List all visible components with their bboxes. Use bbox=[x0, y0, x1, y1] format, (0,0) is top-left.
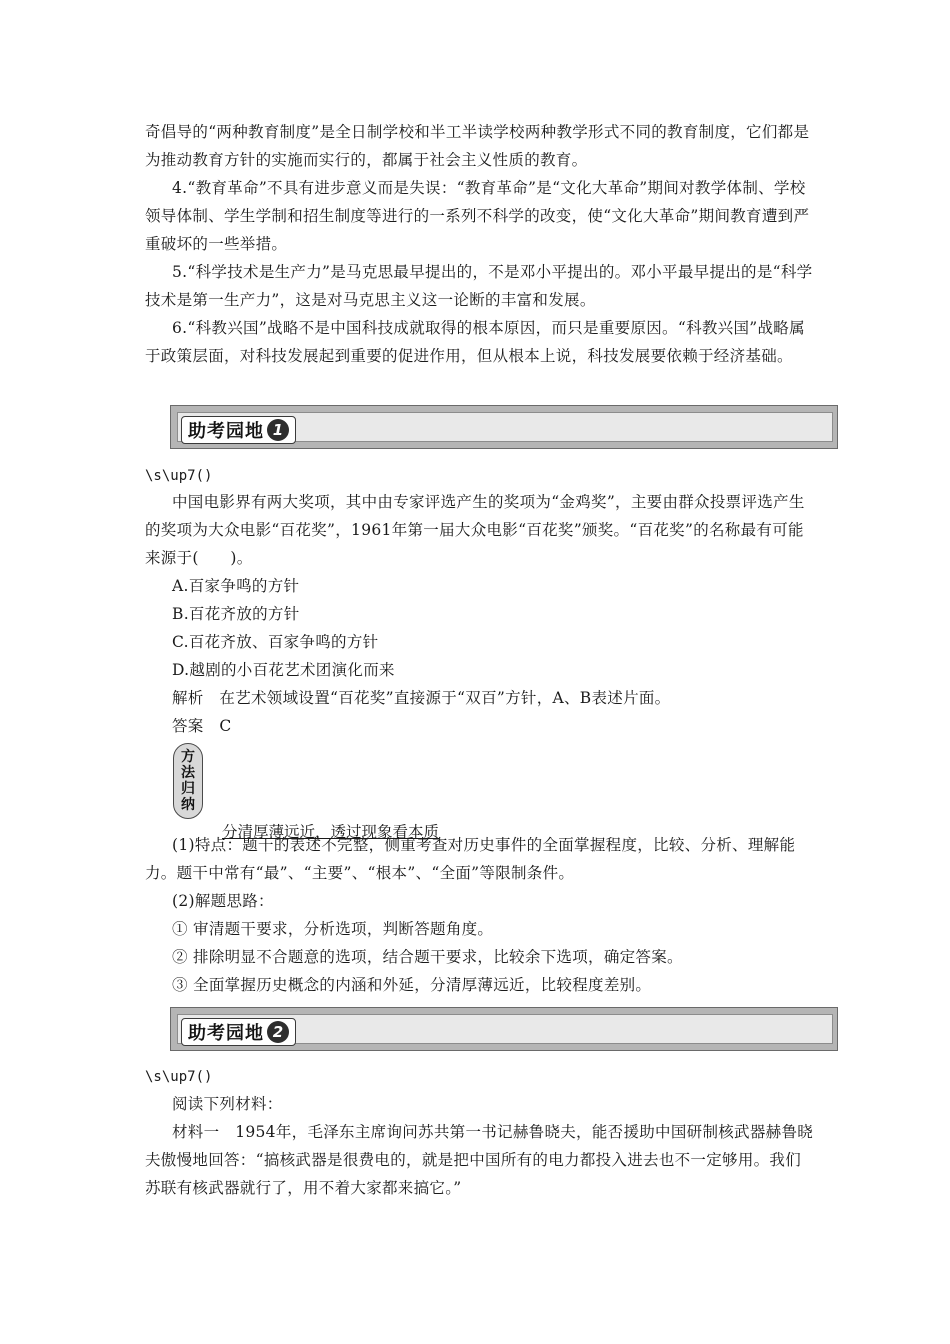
paragraph-continued: 奇倡导的“两种教育制度”是全日制学校和半工半读学校两种教学形式不同的教育制度，它们都是为推动教育方针的实施而实行的，都属于社会主义性质的教育。 bbox=[145, 123, 810, 169]
option-b: B.百花齐放的方针 bbox=[172, 605, 300, 623]
banner-number-badge: 1 bbox=[267, 419, 289, 441]
banner-inner bbox=[177, 412, 833, 442]
question-stem: 中国电影界有两大奖项，其中由专家评选产生的奖项为“金鸡奖”，主要由群众投票评选产生的奖项为大众电影“百花奖”，1961年第一届大众电影“百花奖”颁奖。“百花奖”的名称最有可能来源于( )。 bbox=[145, 493, 805, 567]
method-step-2: ② 排除明显不合题意的选项，结合题干要求，比较余下选项，确定答案。 bbox=[172, 948, 683, 966]
method-step-1: ① 审清题干要求，分析选项，判断答题角度。 bbox=[172, 920, 494, 938]
section-banner-1 bbox=[170, 405, 838, 449]
option-d: D.越剧的小百花艺术团演化而来 bbox=[172, 661, 395, 679]
paragraph-point-4: 4.“教育革命”不具有进步意义而是失误：“教育革命”是“文化大革命”期间对教学体制、学校领导体制、学生学制和招生制度等进行的一系列不科学的改变，使“文化大革命”期间教育遭到严重破坏的一些举措。 bbox=[145, 179, 810, 253]
banner-tab bbox=[181, 1018, 296, 1046]
banner-inner bbox=[177, 1014, 833, 1044]
method-summary-badge bbox=[173, 743, 203, 819]
analysis-text: 解析 在艺术领域设置“百花奖”直接源于“双百”方针，A、B表述片面。 bbox=[172, 689, 671, 707]
answer-text: 答案 C bbox=[172, 717, 232, 735]
method-title: 分清厚薄远近，透过现象看本质 bbox=[222, 822, 440, 841]
banner-title: 助考园地 bbox=[188, 1023, 264, 1044]
badge-char: 法 bbox=[181, 765, 195, 781]
badge-char: 纳 bbox=[181, 797, 195, 813]
reading-intro: 阅读下列材料： bbox=[172, 1095, 283, 1113]
banner-tab bbox=[181, 416, 296, 444]
code-artifact: \s\up7() bbox=[145, 468, 213, 484]
option-c: C.百花齐放、百家争鸣的方针 bbox=[172, 633, 379, 651]
code-artifact: \s\up7() bbox=[145, 1069, 213, 1085]
method-approach-heading: (2)解题思路： bbox=[172, 892, 274, 910]
badge-char: 归 bbox=[181, 781, 195, 797]
section-banner-2 bbox=[170, 1007, 838, 1051]
paragraph-point-6: 6.“科教兴国”战略不是中国科技成就取得的根本原因，而只是重要原因。“科教兴国”战略属于政策层面，对科技发展起到重要的促进作用，但从根本上说，科技发展要依赖于经济基础。 bbox=[145, 319, 805, 365]
option-a: A.百家争鸣的方针 bbox=[172, 577, 300, 595]
badge-char: 方 bbox=[181, 749, 195, 765]
banner-title: 助考园地 bbox=[188, 421, 264, 442]
method-feature: (1)特点：题干的表述不完整，侧重考查对历史事件的全面掌握程度，比较、分析、理解能力。题干中常有“最”、“主要”、“根本”、“全面”等限制条件。 bbox=[145, 836, 796, 882]
material-one: 材料一 1954年，毛泽东主席询问苏共第一书记赫鲁晓夫，能否援助中国研制核武器赫鲁晓夫傲慢地回答：“搞核武器是很费电的，就是把中国所有的电力都投入进去也不一定够用。我们苏联有核武器就行了，用不着大家都来搞它。” bbox=[145, 1123, 814, 1197]
paragraph-point-5: 5.“科学技术是生产力”是马克思最早提出的，不是邓小平提出的。邓小平最早提出的是“科学技术是第一生产力”，这是对马克思主义这一论断的丰富和发展。 bbox=[145, 263, 813, 309]
banner-number-badge: 2 bbox=[267, 1021, 289, 1043]
method-step-3: ③ 全面掌握历史概念的内涵和外延，分清厚薄远近，比较程度差别。 bbox=[172, 976, 652, 994]
